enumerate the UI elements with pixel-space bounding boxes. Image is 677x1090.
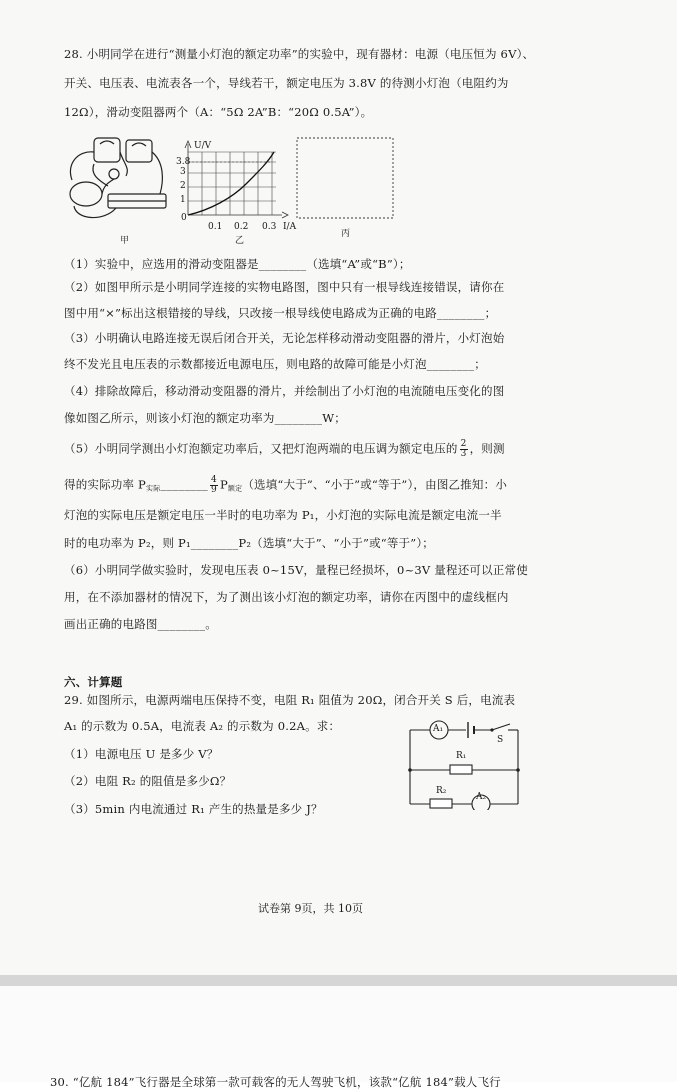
graph-y-tick-2: 2: [180, 181, 186, 191]
fraction-four-ninths: [210, 476, 218, 495]
graph-y-tick-3: 3: [180, 167, 186, 177]
q29-sub1: （1）电源电压 U 是多少 V？: [64, 747, 219, 761]
q30-line1-fragment: 30. “亿航 184”飞行器是全球第一款可载客的无人驾驶飞机，该款“亿航 184”载人飞行: [50, 1075, 501, 1089]
p-rated-symbol: P: [219, 477, 228, 492]
q28-part5-line2: [64, 476, 507, 497]
q28-line3: 12Ω），滑动变阻器两个（A：“5Ω 2A”B：“20Ω 0.5A”）。: [64, 105, 373, 119]
q29-line1: 29. 如图所示，电源两端电压保持不变，电阻 R₁ 阻值为 20Ω，闭合开关 S 后，电流表: [64, 693, 516, 707]
next-exam-page: [0, 986, 677, 1089]
q28-part2-line1: （2）如图甲所示是小明同学连接的实物电路图，图中只有一根导线连接错误，请你在: [64, 280, 505, 294]
graph-x-tick-0.3: 0.3: [262, 222, 277, 232]
q28-part5-line2-end: （选填“大于”、“小于”或“等于”），由图乙推知：小: [242, 477, 508, 492]
q28-part5-line4: 时的电功率为 P₂，则 P₁________P₂（选填“大于”、“小于”或“等于”）；: [64, 536, 434, 550]
graph-x-tick-0.1: 0.1: [208, 222, 223, 232]
q28-part6-line1: （6）小明同学做实验时，发现电压表 0~15V，量程已经损坏，0~3V 量程还可以正常使: [64, 563, 528, 577]
figure-bing-label: 丙: [341, 229, 351, 239]
q28-line2: 开关、电压表、电流表各一个，导线若干，额定电压为 3.8V 的待测小灯泡（电阻约为: [64, 76, 509, 90]
q28-part5-line1-end: ，则测: [469, 441, 505, 456]
graph-y-tick-1: 1: [180, 195, 186, 205]
graph-x-axis-label: I/A: [283, 222, 297, 232]
switch-s-label: S: [497, 735, 504, 745]
resistor-r1-label: R₁: [456, 751, 467, 761]
resistor-r2-label: R₂: [436, 786, 447, 796]
q29-sub3: （3）5min 内电流通过 R₁ 产生的热量是多少 J？: [64, 802, 323, 816]
fraction-two-thirds: [460, 440, 468, 459]
q28-part5-line1: [64, 440, 505, 459]
ammeter-a1-label: A₁: [433, 724, 444, 734]
q29-sub2: （2）电阻 R₂ 的阻值是多少Ω？: [64, 774, 232, 788]
figure-yi-ui-graph: [170, 138, 300, 234]
q28-part6-line2: 用，在不添加器材的情况下，为了测出该小灯泡的额定功率，请你在丙图中的虚线框内: [64, 590, 509, 604]
q28-part1: （1）实验中，应选用的滑动变阻器是________（选填“A”或“B”）；: [64, 257, 411, 271]
answer-blank-p-actual: ________: [160, 477, 209, 492]
q28-part4-line2: 像如图乙所示，则该小灯泡的额定功率为________W；: [64, 411, 346, 425]
q28-part3-line1: （3）小明确认电路连接无误后闭合开关，无论怎样移动滑动变阻器的滑片，小灯泡始: [64, 331, 505, 345]
graph-y-axis-label: U/V: [194, 141, 212, 151]
q28-part3-line2: 终不发光且电压表的示数都接近电源电压，则电路的故障可能是小灯泡________；: [64, 357, 486, 371]
ammeter-a2-label: A₂: [476, 792, 487, 802]
graph-y-tick-3.8: 3.8: [176, 157, 191, 167]
p-actual-subscript: 实际: [146, 484, 161, 493]
figure-yi-label: 乙: [235, 236, 245, 246]
q28-line1: 28. 小明同学在进行“测量小灯泡的额定功率”的实验中，现有器材：电源（电压恒为 6V）、: [64, 47, 535, 61]
figure-bing-dashed-box: [296, 137, 394, 221]
fraction-numerator: 4: [211, 475, 217, 485]
q28-part2-line2: 图中用“×”标出这根错接的导线，只改接一根导线使电路成为正确的电路________；: [64, 306, 497, 320]
figure-jia-physical-circuit: [64, 134, 174, 226]
fraction-numerator: 2: [460, 439, 467, 449]
section-title-calculation: 六、计算题: [64, 675, 123, 689]
fraction-denominator: 9: [211, 485, 217, 495]
q28-part6-line3: 画出正确的电路图________。: [64, 617, 217, 631]
q28-part5-line1-text: （5）小明同学测出小灯泡额定功率后，又把灯泡两端的电压调为额定电压的: [64, 441, 458, 456]
page-separator: [0, 975, 677, 986]
fraction-denominator: 3: [460, 449, 467, 459]
p-rated-subscript: 额定: [227, 484, 243, 493]
graph-origin: 0: [181, 213, 187, 223]
page-footer: 试卷第 9页，共 10页: [258, 902, 363, 915]
q29-circuit-diagram: [404, 716, 524, 810]
q29-line2: A₁ 的示数为 0.5A，电流表 A₂ 的示数为 0.2A。求：: [64, 719, 341, 733]
q28-part4-line1: （4）排除故障后，移动滑动变阻器的滑片，并绘制出了小灯泡的电流随电压变化的图: [64, 384, 505, 398]
figure-jia-label: 甲: [120, 236, 130, 246]
q28-part5-line2-start: 得的实际功率 P: [64, 477, 146, 492]
q28-part5-line3: 灯泡的实际电压是额定电压一半时的电功率为 P₁，小灯泡的实际电流是额定电流一半: [64, 508, 502, 522]
graph-x-tick-0.2: 0.2: [234, 222, 249, 232]
